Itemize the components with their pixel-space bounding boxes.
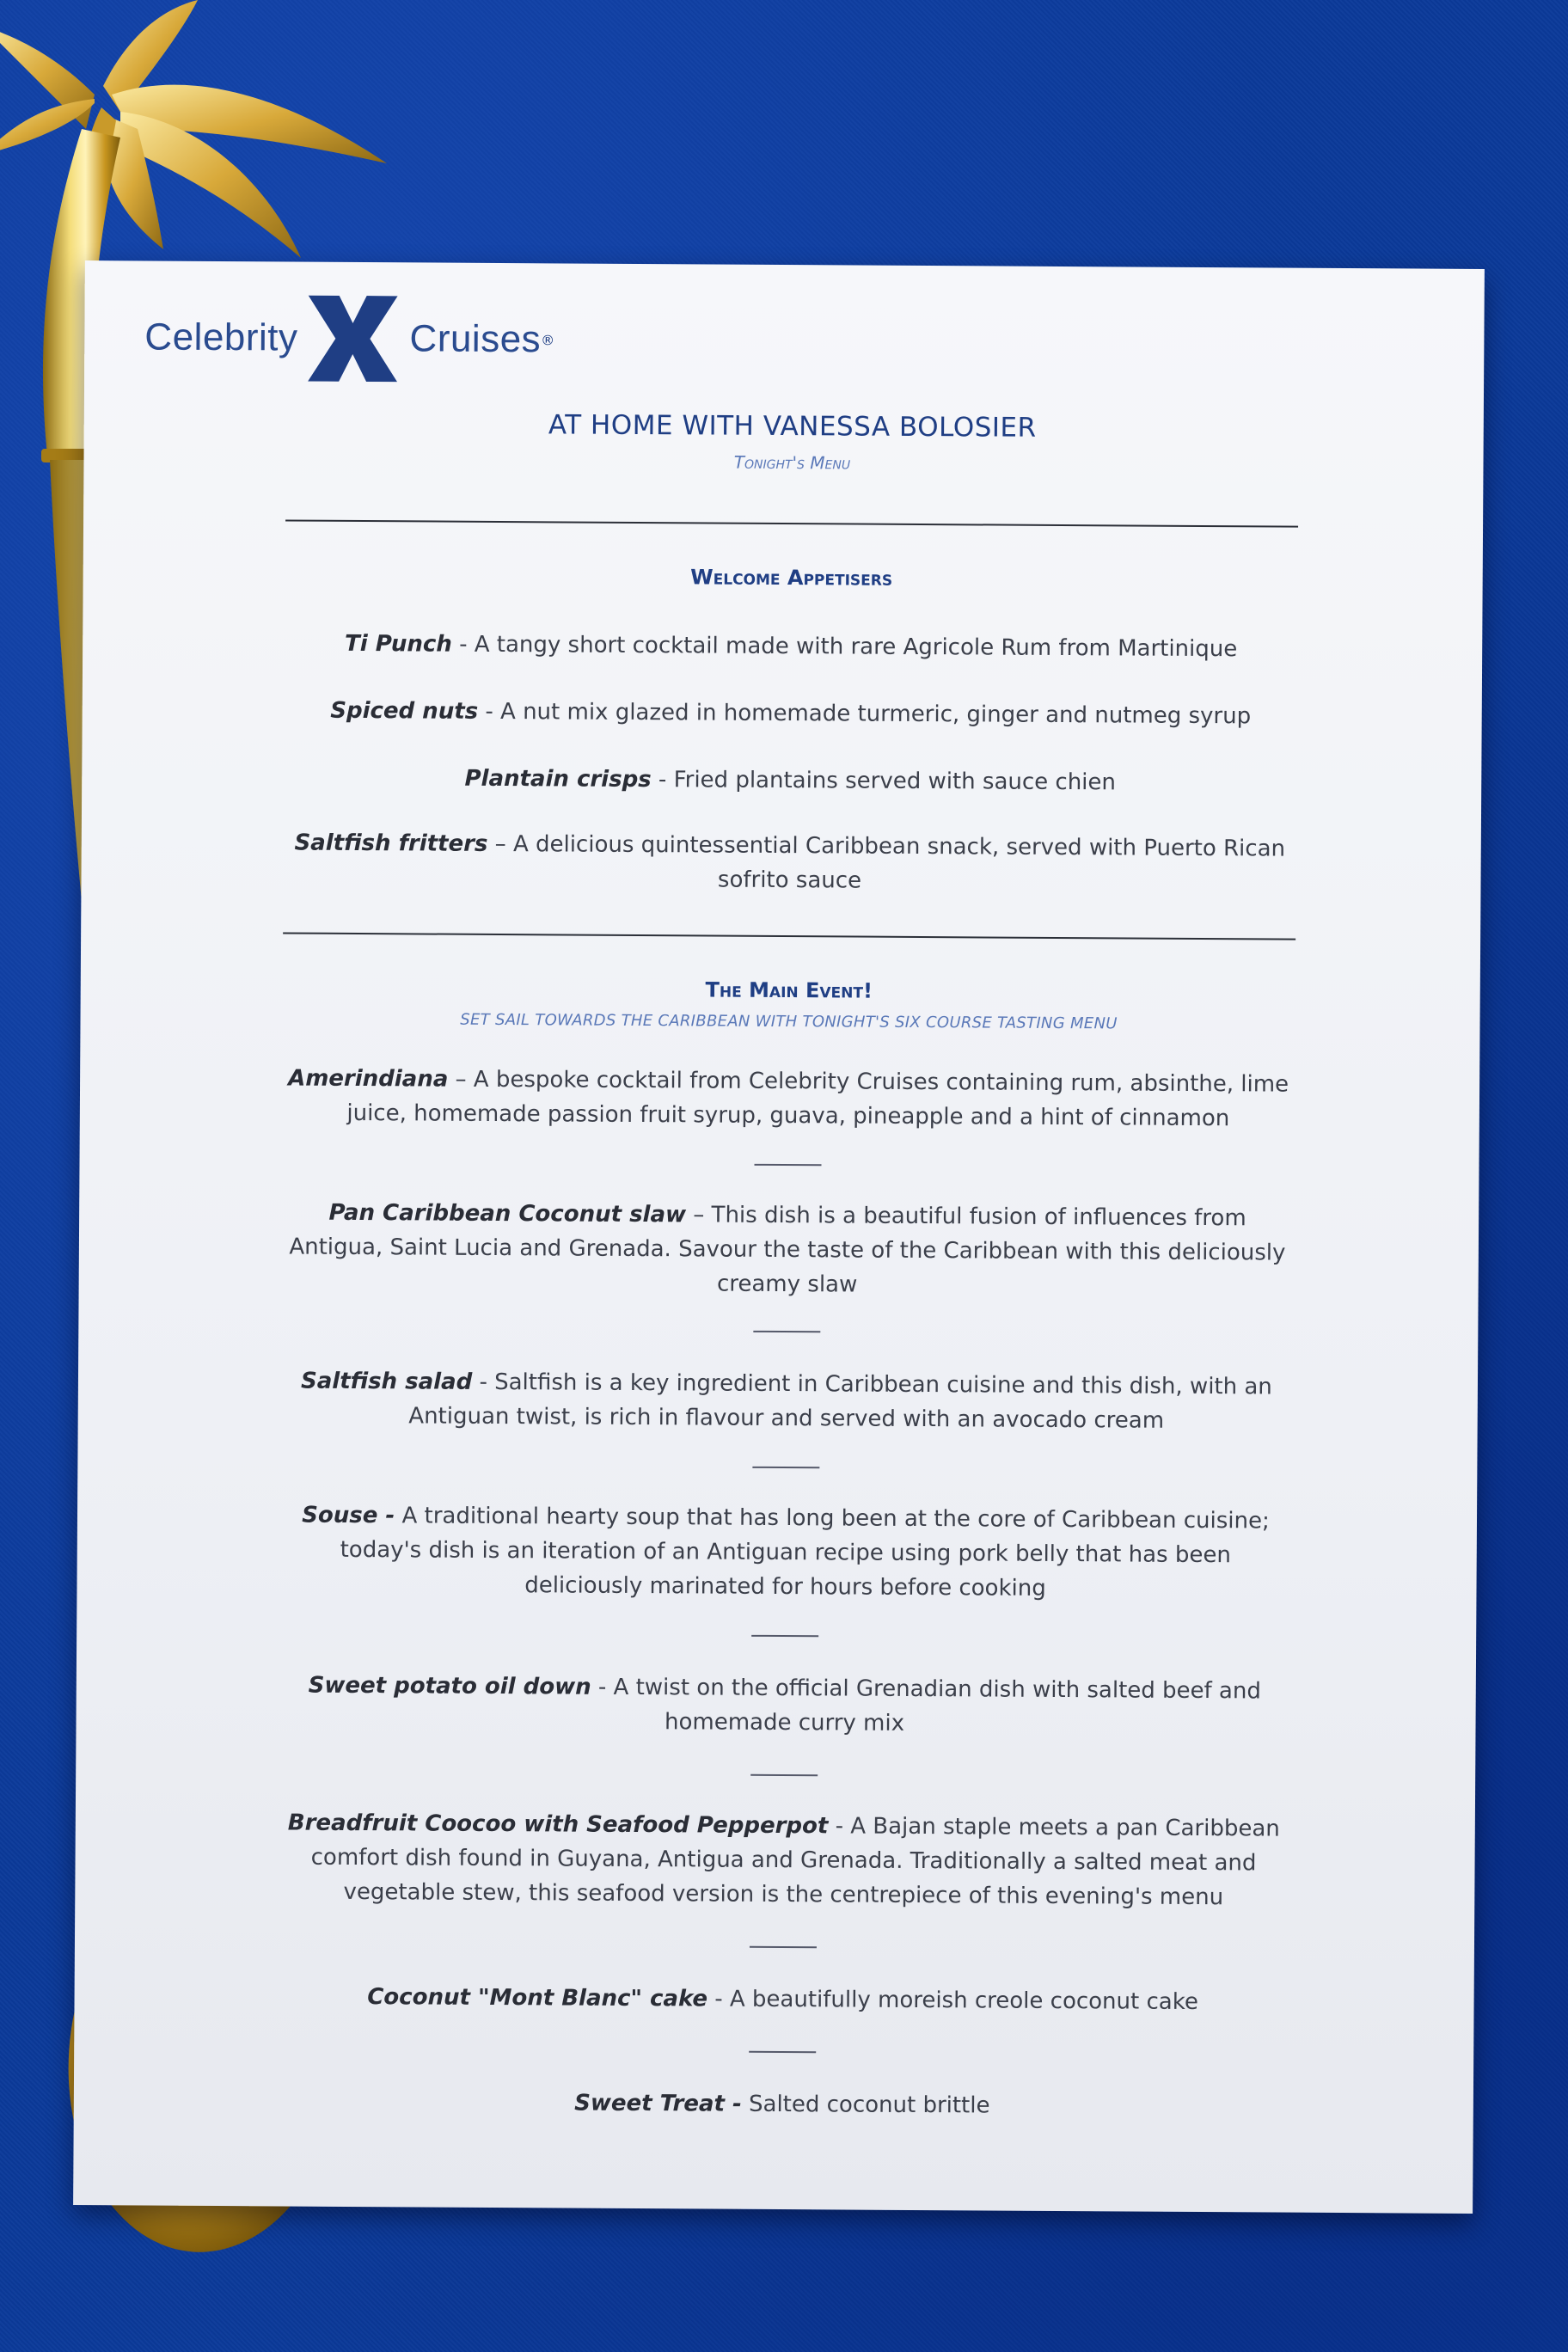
divider-top	[285, 519, 1298, 527]
logo-right-word: Cruises	[409, 317, 542, 361]
logo-left-word: Celebrity	[144, 315, 298, 359]
item-name: Breadfruit Coocoo with Seafood Pepperpot	[287, 1810, 829, 1840]
item-desc: - A twist on the official Grenadian dish with salted beef and homemade curry mix	[591, 1674, 1261, 1736]
item-desc: - A Bajan staple meets a pan Caribbean comfort dish found in Guyana, Antigua and Grenada. Traditionally a salted meat and vegetable stew, this seafood version is the centrepiece of this evening's menu	[310, 1813, 1280, 1911]
appetiser-item	[289, 694, 1293, 734]
course-item	[286, 1061, 1290, 1136]
menu-card	[73, 260, 1485, 2214]
item-desc: - A beautifully moreish creole coconut cake	[707, 1986, 1198, 2015]
item-desc: - Fried plantains served with sauce chien	[651, 767, 1117, 796]
course-separator	[750, 1946, 817, 1948]
main-event-subheading: SET SAIL TOWARDS THE CARIBBEAN WITH TONIGHT'S SIX COURSE TASTING MENU	[460, 1010, 1118, 1033]
course-separator	[749, 2051, 816, 2053]
course-item	[285, 1195, 1290, 1304]
item-name: Sweet potato oil down	[308, 1672, 591, 1700]
item-name: Plantain crisps	[464, 765, 652, 793]
item-desc: Salted coconut brittle	[741, 2091, 990, 2119]
item-name: Souse -	[302, 1502, 395, 1529]
item-desc: - A tangy short cocktail made with rare Agricole Rum from Martinique	[451, 631, 1238, 663]
course-item	[281, 1805, 1286, 1914]
appetiser-item	[287, 826, 1291, 901]
item-name: Amerindiana	[288, 1065, 449, 1093]
item-desc: - Saltfish is a key ingredient in Caribbean cuisine and this dish, with an Antiguan twist, is rich in flavour and served with an avocado cream	[408, 1369, 1272, 1434]
course-item	[285, 1363, 1289, 1438]
appetisers-heading: Welcome Appetisers	[690, 565, 893, 591]
course-item	[282, 1668, 1286, 1743]
menu-title: AT HOME WITH VANESSA BOLOSIER	[548, 409, 1037, 444]
menu-subtitle: Tonight's Menu	[733, 451, 851, 474]
item-desc: - A nut mix glazed in homemade turmeric, ginger and nutmeg syrup	[478, 698, 1252, 730]
course-separator	[752, 1467, 819, 1468]
registered-mark: ®	[541, 331, 555, 348]
course-item	[280, 2084, 1284, 2124]
course-separator	[751, 1635, 818, 1637]
item-name: Sweet Treat -	[574, 2090, 742, 2117]
item-name: Saltfish salad	[300, 1368, 473, 1395]
item-desc: – A bespoke cocktail from Celebrity Cruises containing rum, absinthe, lime juice, homemade passion fruit syrup, guava, pineapple and a hint of cinnamon	[346, 1066, 1289, 1132]
menu-content	[287, 262, 1295, 2119]
item-name: Coconut "Mont Blanc" cake	[367, 1984, 708, 2012]
celebrity-cruises-logo	[144, 290, 554, 387]
item-desc: – This dish is a beautiful fusion of influences from Antigua, Saint Lucia and Grenada. Savour the taste of the Caribbean with this deliciously creamy slaw	[289, 1202, 1286, 1298]
course-item	[283, 1498, 1288, 1607]
celebrity-x-logo-icon	[301, 296, 405, 383]
item-desc: A traditional hearty soup that has long been at the core of Caribbean cuisine; today's dish is an iteration of an Antiguan recipe using pork belly that has been deliciously marinated for hours before cooking	[340, 1503, 1270, 1602]
course-item	[280, 1979, 1284, 2019]
appetiser-item	[288, 761, 1292, 801]
item-name: Pan Caribbean Coconut slaw	[328, 1199, 687, 1228]
appetiser-item	[289, 627, 1293, 667]
item-name: Ti Punch	[345, 630, 452, 658]
item-name: Spiced nuts	[330, 697, 479, 725]
main-event-heading: The Main Event!	[705, 977, 873, 1003]
item-desc: – A delicious quintessential Caribbean snack, served with Puerto Rican sofrito sauce	[487, 830, 1286, 894]
divider-middle	[283, 932, 1295, 940]
item-name: Saltfish fritters	[294, 830, 488, 857]
course-separator	[753, 1331, 820, 1332]
course-separator	[750, 1774, 818, 1776]
course-separator	[755, 1164, 822, 1166]
